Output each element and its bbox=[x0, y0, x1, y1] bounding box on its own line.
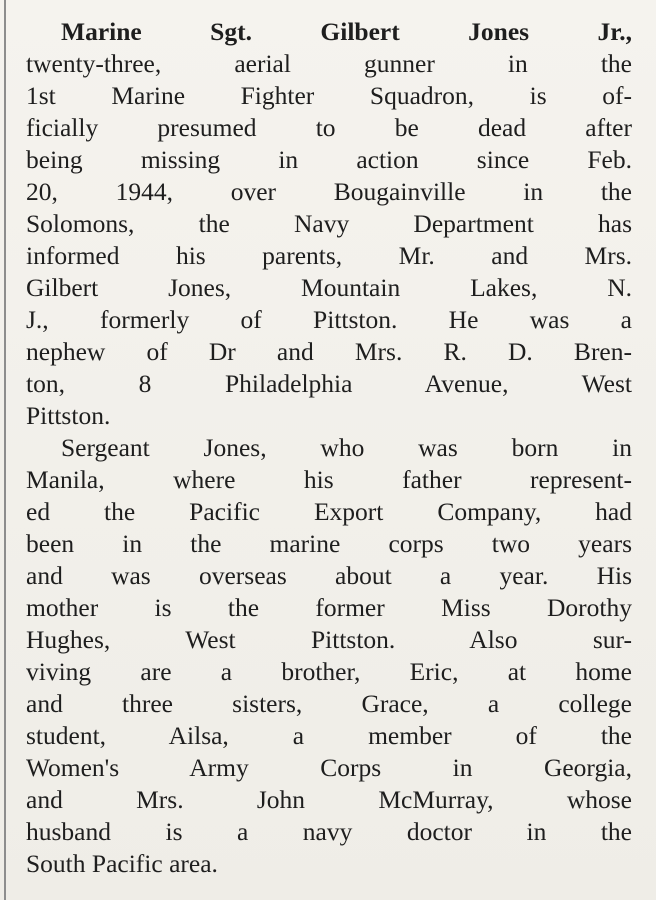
article-line-24: Women's Army Corps in Georgia, bbox=[26, 753, 632, 782]
article-line-23: student, Ailsa, a member of the bbox=[26, 721, 632, 750]
article-line-26: husband is a navy doctor in the bbox=[26, 817, 632, 846]
article-line-4: ficially presumed to be dead after bbox=[26, 113, 632, 142]
article-line-18: and was overseas about a year. His bbox=[26, 561, 632, 590]
article-line-25: and Mrs. John McMurray, whose bbox=[26, 785, 632, 814]
cropped-bottom-line bbox=[26, 888, 636, 900]
article-line-16: ed the Pacific Export Company, had bbox=[26, 497, 632, 526]
article-line-9: Gilbert Jones, Mountain Lakes, N. bbox=[26, 273, 632, 302]
article-line-12: ton, 8 Philadelphia Avenue, West bbox=[26, 369, 632, 398]
article-line-2: twenty-three, aerial gunner in the bbox=[26, 49, 632, 78]
article-line-21: viving are a brother, Eric, at home bbox=[26, 657, 632, 686]
article-line-19: mother is the former Miss Dorothy bbox=[26, 593, 632, 622]
article-line-10: J., formerly of Pittston. He was a bbox=[26, 305, 632, 334]
cropped-top-line bbox=[26, 0, 636, 8]
article-line-11: nephew of Dr and Mrs. R. D. Bren- bbox=[26, 337, 632, 366]
article-line-17: been in the marine corps two years bbox=[26, 529, 632, 558]
article-line-27: South Pacific area. bbox=[26, 849, 218, 878]
article-line-6: 20, 1944, over Bougainville in the bbox=[26, 177, 632, 206]
article-line-7: Solomons, the Navy Department has bbox=[26, 209, 632, 238]
article-line-1: Marine Sgt. Gilbert Jones Jr., bbox=[61, 17, 632, 46]
article-line-15: Manila, where his father represent- bbox=[26, 465, 632, 494]
article-line-8: informed his parents, Mr. and Mrs. bbox=[26, 241, 632, 270]
article-line-3: 1st Marine Fighter Squadron, is of- bbox=[26, 81, 632, 110]
obituary-article bbox=[0, 16, 656, 888]
article-line-22: and three sisters, Grace, a college bbox=[26, 689, 632, 718]
article-line-13: Pittston. bbox=[26, 401, 111, 430]
article-line-20: Hughes, West Pittston. Also sur- bbox=[26, 625, 632, 654]
article-line-5: being missing in action since Feb. bbox=[26, 145, 632, 174]
article-line-14: Sergeant Jones, who was born in bbox=[61, 433, 632, 462]
